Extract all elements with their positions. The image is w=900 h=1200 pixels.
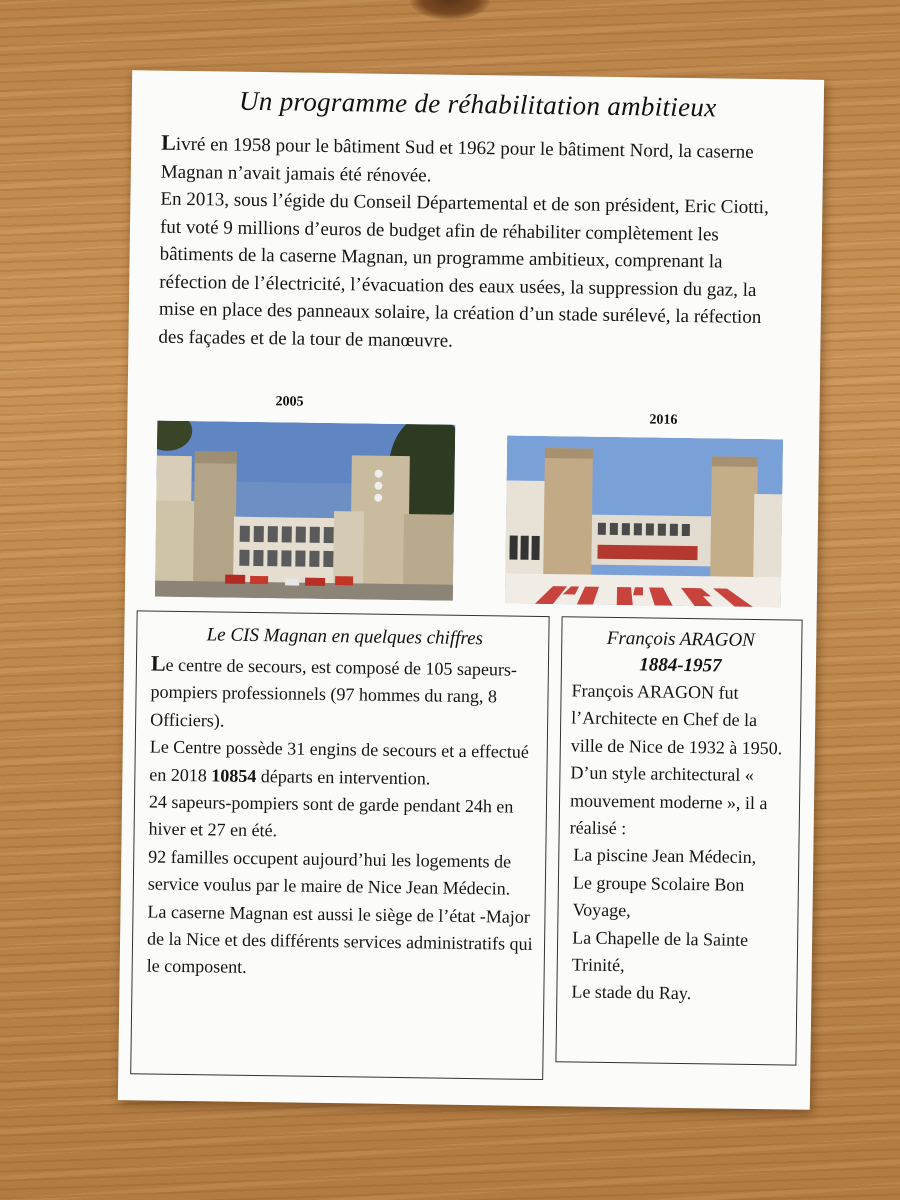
cis-box-title: Le CIS Magnan en quelques chiffres [206, 624, 484, 650]
cis-drop-cap: L [150, 650, 166, 676]
aragon-dates: 1884-1957 [639, 654, 722, 677]
photo-year-2016: 2016 [649, 412, 678, 428]
cis-paragraph-1-text: e centre de secours, est composé de 105 sapeurs-pompiers professionnels (97 hommes du rang, 8 Officiers). [150, 654, 518, 731]
intro-paragraph-1-text: ivré en 1958 pour le bâtiment Sud et 1962 pour le bâtiment Nord, la caserne Magnan n’avait jamais été rénovée. [160, 133, 754, 186]
aragon-box-title: François ARAGON [606, 627, 755, 651]
photo-2016 [505, 435, 783, 607]
page-title: Un programme de réhabilitation ambitieux [238, 85, 717, 123]
aragon-paragraph-2: D’un style architectural « mouvement moderne », il a réalisé : [569, 762, 768, 839]
aragon-box [555, 616, 802, 1065]
wood-knot [410, 0, 490, 20]
photo-2005 [155, 421, 455, 601]
aragon-work-item: La piscine Jean Médecin, [573, 844, 757, 868]
cis-paragraph-3: 24 sapeurs-pompiers sont de garde pendant 24h en hiver et 27 en été. [148, 791, 514, 841]
intro-drop-cap: L [161, 129, 177, 155]
intro-paragraph-1 [161, 129, 792, 195]
aragon-work-item: Le groupe Scolaire Bon Voyage, [572, 872, 745, 921]
cis-box-body [147, 650, 539, 986]
cis-departures-count: 10854 [211, 765, 257, 786]
photo-year-2005: 2005 [275, 394, 304, 410]
cis-paragraph-4: 92 familles occupent aujourd’hui les logements de service voulus par le maire de Nice Jean Médecin. [147, 846, 512, 899]
cis-paragraph-5: La caserne Magnan est aussi le siège de l’état -Major de la Nice et des différents services administratifs qui le composent. [146, 901, 533, 978]
cis-paragraph-2-start: Le Centre possède 31 engins de secours et a effectué en 2018 [149, 736, 529, 786]
leaflet-page [118, 70, 824, 1110]
aragon-work-item: La Chapelle de la Sainte Trinité, [571, 927, 749, 976]
aragon-paragraph-1: François ARAGON fut l’Architecte en Chef de la ville de Nice de 1932 à 1950. [570, 680, 783, 759]
cis-magnan-box [130, 610, 549, 1080]
cis-paragraph-2-end: départs en intervention. [256, 765, 431, 789]
aragon-work-item: Le stade du Ray. [571, 981, 692, 1004]
cis-paragraph-2 [149, 734, 537, 794]
aragon-box-body [567, 677, 789, 1009]
intro-text [158, 129, 791, 393]
cis-paragraph-1 [150, 650, 538, 740]
intro-paragraph-2: En 2013, sous l’égide du Conseil Départemental et de son président, Eric Ciotti, fut voté 9 millions d’euros de budget afin de réhabiliter complètement les bâtiments de la caserne Magnan, un programme ambitieux, comprenant la réfection de l’électricité, l’évacuation des eaux usées, la suppression du gaz, la mise en place des panneaux solaire, la création d’un stade surélevé, la réfection des façades et de la tour de manœuvre. [158, 188, 769, 352]
